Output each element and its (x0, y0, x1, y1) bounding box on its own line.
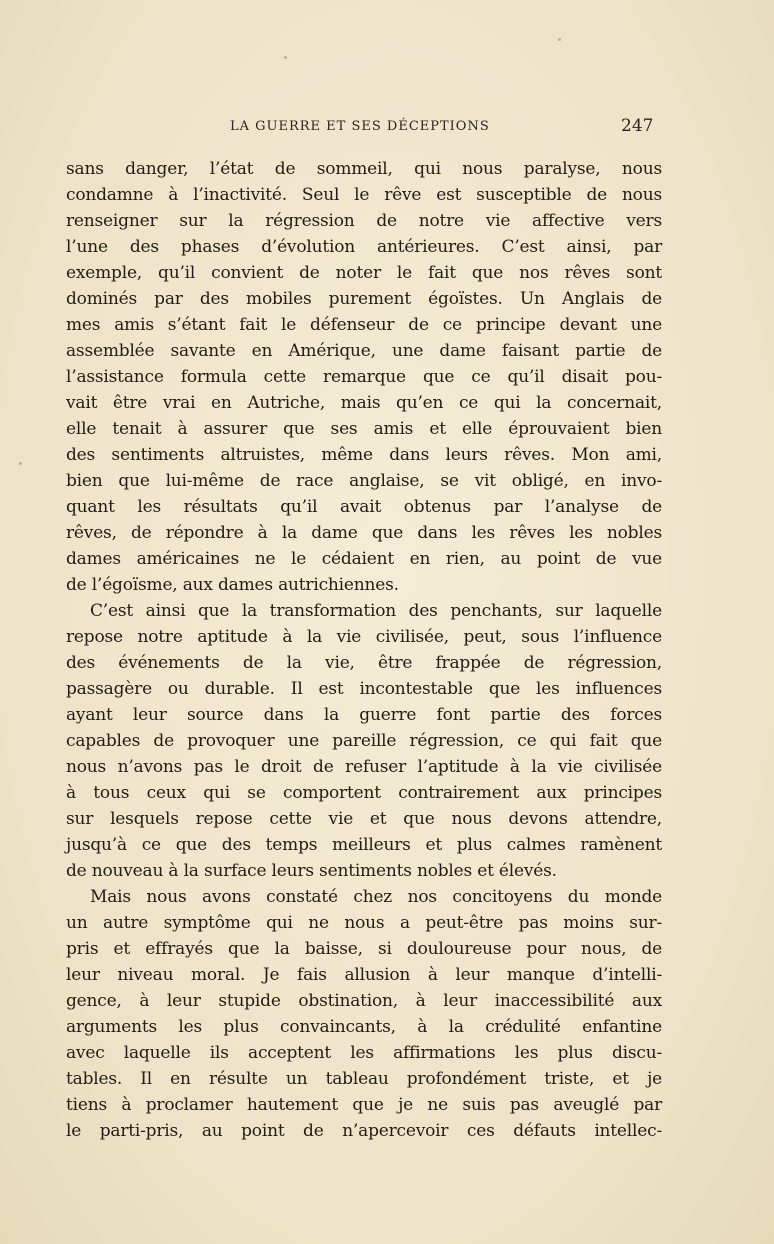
text-line: à tous ceux qui se comportent contrairement aux principes (66, 783, 662, 803)
text-line: condamne à l’inactivité. Seul le rêve est susceptible de nous (66, 185, 662, 205)
paragraph-start-line: Mais nous avons constaté chez nos concitoyens du monde (90, 887, 662, 907)
body-text (66, 156, 662, 1144)
paper-speck (558, 38, 561, 41)
text-line: leur niveau moral. Je fais allusion à leur manque d’intelli- (66, 965, 662, 985)
text-line: jusqu’à ce que des temps meilleurs et plus calmes ramènent (66, 835, 662, 855)
text-line: arguments les plus convaincants, à la crédulité enfantine (66, 1017, 662, 1037)
running-head (0, 116, 774, 138)
paper-speck (19, 462, 22, 465)
text-line: quant les résultats qu’il avait obtenus par l’analyse de (66, 497, 662, 517)
text-line: sans danger, l’état de sommeil, qui nous paralyse, nous (66, 159, 662, 179)
text-line: des événements de la vie, être frappée de régression, (66, 653, 662, 673)
text-line: bien que lui-même de race anglaise, se vit obligé, en invo- (66, 471, 662, 491)
paragraph-end-line: de nouveau à la surface leurs sentiments nobles et élevés. (66, 861, 557, 881)
text-line: sur lesquels repose cette vie et que nous devons attendre, (66, 809, 662, 829)
text-line: vait être vrai en Autriche, mais qu’en ce qui la concernait, (66, 393, 662, 413)
text-line: l’une des phases d’évolution antérieures. C’est ainsi, par (66, 237, 662, 257)
text-line: tables. Il en résulte un tableau profondément triste, et je (66, 1069, 662, 1089)
text-line: renseigner sur la régression de notre vie affective vers (66, 211, 662, 231)
text-line: gence, à leur stupide obstination, à leur inaccessibilité aux (66, 991, 662, 1011)
paragraph-end-line: de l’égoïsme, aux dames autrichiennes. (66, 575, 399, 595)
text-line: le parti-pris, au point de n’apercevoir ces défauts intellec- (66, 1121, 662, 1141)
text-line: ayant leur source dans la guerre font partie des forces (66, 705, 662, 725)
paper-speck (284, 56, 287, 59)
text-line: nous n’avons pas le droit de refuser l’aptitude à la vie civilisée (66, 757, 662, 777)
text-line: tiens à proclamer hautement que je ne suis pas aveuglé par (66, 1095, 662, 1115)
text-line: capables de provoquer une pareille régression, ce qui fait que (66, 731, 662, 751)
text-line: passagère ou durable. Il est incontestable que les influences (66, 679, 662, 699)
text-line: repose notre aptitude à la vie civilisée, peut, sous l’influence (66, 627, 662, 647)
text-line: des sentiments altruistes, même dans leurs rêves. Mon ami, (66, 445, 662, 465)
running-title: LA GUERRE ET SES DÉCEPTIONS (230, 119, 490, 134)
text-line: exemple, qu’il convient de noter le fait que nos rêves sont (66, 263, 662, 283)
paragraph-start-line: C’est ainsi que la transformation des penchants, sur laquelle (90, 601, 662, 621)
text-line: pris et effrayés que la baisse, si douloureuse pour nous, de (66, 939, 662, 959)
text-line: dominés par des mobiles purement égoïstes. Un Anglais de (66, 289, 662, 309)
text-line: rêves, de répondre à la dame que dans les rêves les nobles (66, 523, 662, 543)
text-line: mes amis s’étant fait le défenseur de ce principe devant une (66, 315, 662, 335)
text-line: elle tenait à assurer que ses amis et elle éprouvaient bien (66, 419, 662, 439)
page-number: 247 (621, 116, 654, 136)
text-line: assemblée savante en Amérique, une dame faisant partie de (66, 341, 662, 361)
text-line: l’assistance formula cette remarque que ce qu’il disait pou- (66, 367, 662, 387)
text-line: dames américaines ne le cédaient en rien, au point de vue (66, 549, 662, 569)
text-line: avec laquelle ils acceptent les affirmations les plus discu- (66, 1043, 662, 1063)
text-line: un autre symptôme qui ne nous a peut-être pas moins sur- (66, 913, 662, 933)
